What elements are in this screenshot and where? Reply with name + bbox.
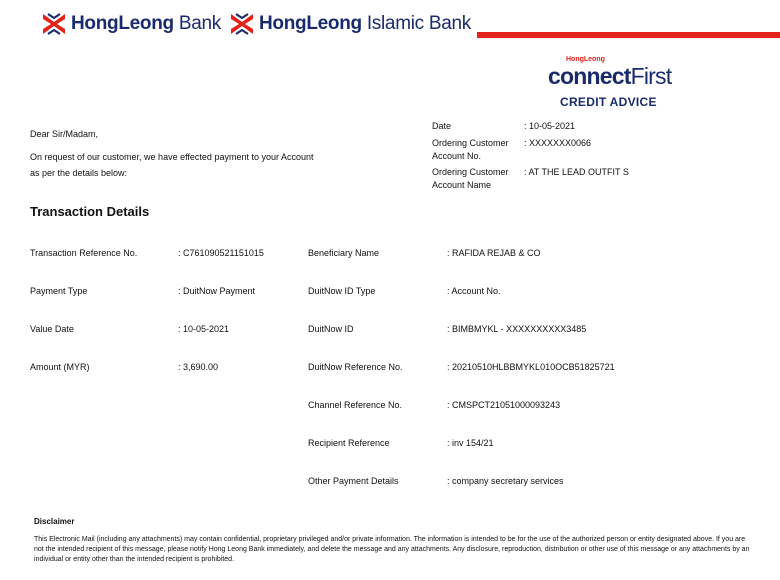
hong-leong-bank-logo	[40, 10, 227, 38]
brand-wordmark: connectFirst	[548, 63, 672, 89]
field-value: : company secretary services	[447, 476, 564, 486]
document-type: CREDIT ADVICE	[560, 95, 657, 109]
field-label: Recipient Reference	[308, 438, 390, 448]
field-value: : 10-05-2021	[178, 324, 230, 334]
brand-small-text: HongLeong	[566, 56, 605, 63]
account-no-label-2: Account No.	[432, 151, 482, 161]
field-value: : inv 154/21	[447, 438, 494, 448]
field-label: Payment Type	[30, 286, 88, 296]
section-title: Transaction Details	[30, 204, 150, 219]
account-name-value: : AT THE LEAD OUTFIT S	[524, 167, 629, 177]
hong-leong-emblem-icon	[228, 10, 256, 38]
account-no-label: Ordering Customer	[432, 138, 509, 148]
account-no-value: : XXXXXXX0066	[524, 138, 592, 148]
field-label: DuitNow Reference No.	[308, 362, 403, 372]
greeting: Dear Sir/Madam,	[30, 129, 99, 139]
bank-name-2: HongLeong Islamic Bank	[259, 13, 471, 34]
bank-name-1: HongLeong Bank	[71, 13, 221, 34]
field-value: : CMSPCT21051000093243	[447, 400, 561, 410]
header-bar	[0, 0, 780, 50]
disclaimer-title: Disclaimer	[34, 517, 75, 526]
hong-leong-islamic-bank-logo	[228, 10, 477, 38]
account-name-label: Ordering Customer	[432, 167, 509, 177]
disclaimer-body: This Electronic Mail (including any attachments) may contain confidential, proprietary privileged and/or private information. The information is intended to be for the use of the authorized person or entity designated above. If you are not the intended recipient of this message, please notify Hong Leong Bank immediately, and delete the message and any attachments. Any disclosure, reproduction, distribution or other use of this message or any attachments by an individual or entity other than the intended recipient is prohibited.	[34, 536, 750, 563]
field-label: Transaction Reference No.	[30, 248, 138, 258]
field-value: : RAFIDA REJAB & CO	[447, 248, 541, 258]
letter-line-1: On request of our customer, we have effected payment to your Account	[30, 152, 314, 162]
field-label: Value Date	[30, 324, 74, 334]
field-label: Other Payment Details	[308, 476, 399, 486]
field-value: : Account No.	[447, 286, 501, 296]
field-label: DuitNow ID Type	[308, 286, 376, 296]
field-value: : BIMBMYKL - XXXXXXXXXX3485	[447, 324, 587, 334]
field-value: : 3,690.00	[178, 362, 219, 372]
field-value: : 20210510HLBBMYKL010OCB51825721	[447, 362, 615, 372]
field-label: Beneficiary Name	[308, 248, 380, 258]
field-label: Amount (MYR)	[30, 362, 90, 372]
field-value: : C761090521151015	[178, 248, 264, 258]
letter-line-2: as per the details below:	[30, 168, 128, 178]
date-label: Date	[432, 121, 452, 131]
field-value: : DuitNow Payment	[178, 286, 256, 296]
hong-leong-emblem-icon	[40, 10, 68, 38]
connectfirst-logo	[548, 56, 688, 88]
field-label: Channel Reference No.	[308, 400, 403, 410]
account-name-label-2: Account Name	[432, 180, 492, 190]
field-label: DuitNow ID	[308, 324, 354, 334]
date-value: : 10-05-2021	[524, 121, 576, 131]
